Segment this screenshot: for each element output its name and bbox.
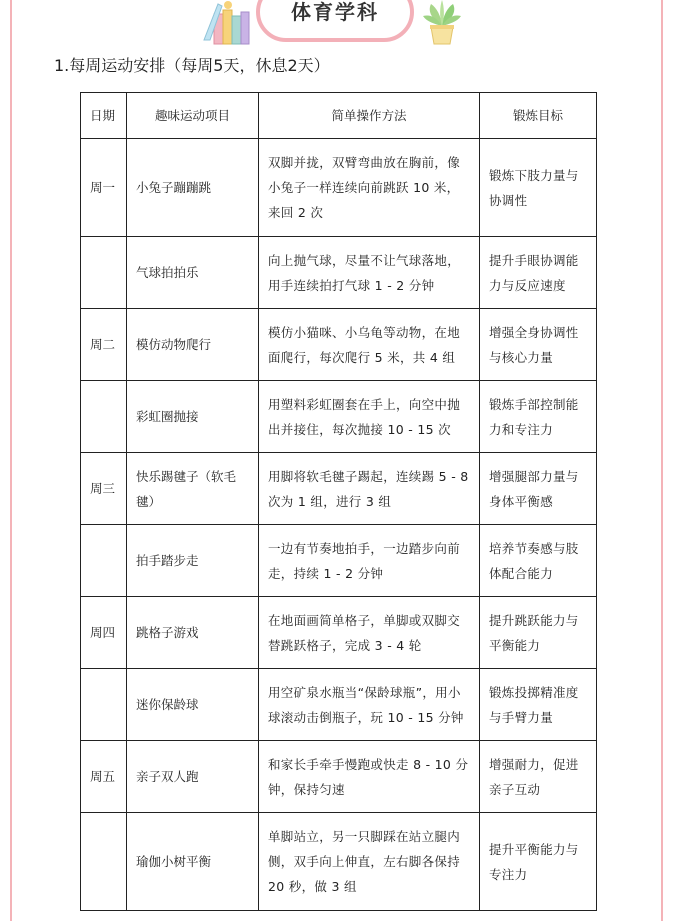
activity-cell: 模仿动物爬行 bbox=[127, 309, 259, 381]
goal-cell: 锻炼投掷精准度与手臂力量 bbox=[480, 669, 597, 741]
method-cell: 用塑料彩虹圈套在手上，向空中抛出并接住，每次抛接 10 - 15 次 bbox=[259, 381, 480, 453]
activity-cell: 瑜伽小树平衡 bbox=[127, 813, 259, 911]
day-cell: 周五 bbox=[81, 741, 127, 813]
header-day: 日期 bbox=[81, 93, 127, 139]
day-cell bbox=[81, 381, 127, 453]
weekly-exercise-table bbox=[80, 92, 597, 911]
day-cell: 周三 bbox=[81, 453, 127, 525]
day-cell: 周一 bbox=[81, 139, 127, 237]
title-badge bbox=[256, 0, 414, 42]
goal-cell: 增强耐力，促进亲子互动 bbox=[480, 741, 597, 813]
section-heading: 1.每周运动安排（每周5天，休息2天） bbox=[54, 56, 330, 75]
day-cell: 周四 bbox=[81, 597, 127, 669]
table-row bbox=[81, 813, 597, 911]
header-goal: 锻炼目标 bbox=[480, 93, 597, 139]
method-cell: 在地面画简单格子，单脚或双脚交替跳跃格子，完成 3 - 4 轮 bbox=[259, 597, 480, 669]
method-cell: 和家长手牵手慢跑或快走 8 - 10 分钟，保持匀速 bbox=[259, 741, 480, 813]
table-row bbox=[81, 453, 597, 525]
method-cell: 模仿小猫咪、小乌龟等动物，在地面爬行，每次爬行 5 米，共 4 组 bbox=[259, 309, 480, 381]
day-cell bbox=[81, 669, 127, 741]
table-row bbox=[81, 741, 597, 813]
table-row bbox=[81, 139, 597, 237]
goal-cell: 培养节奏感与肢体配合能力 bbox=[480, 525, 597, 597]
day-cell bbox=[81, 237, 127, 309]
goal-cell: 锻炼手部控制能力和专注力 bbox=[480, 381, 597, 453]
table-header-row bbox=[81, 93, 597, 139]
table-row bbox=[81, 237, 597, 309]
method-cell: 用空矿泉水瓶当“保龄球瓶”，用小球滚动击倒瓶子，玩 10 - 15 分钟 bbox=[259, 669, 480, 741]
activity-cell: 拍手踏步走 bbox=[127, 525, 259, 597]
activity-cell: 气球拍拍乐 bbox=[127, 237, 259, 309]
table-row bbox=[81, 381, 597, 453]
day-cell bbox=[81, 813, 127, 911]
goal-cell: 提升平衡能力与专注力 bbox=[480, 813, 597, 911]
table-row bbox=[81, 309, 597, 381]
goal-cell: 提升跳跃能力与平衡能力 bbox=[480, 597, 597, 669]
activity-cell: 亲子双人跑 bbox=[127, 741, 259, 813]
table-row bbox=[81, 597, 597, 669]
day-cell: 周二 bbox=[81, 309, 127, 381]
activity-cell: 小兔子蹦蹦跳 bbox=[127, 139, 259, 237]
activity-cell: 彩虹圈抛接 bbox=[127, 381, 259, 453]
method-cell: 向上抛气球，尽量不让气球落地，用手连续拍打气球 1 - 2 分钟 bbox=[259, 237, 480, 309]
page-header bbox=[0, 0, 673, 50]
goal-cell: 增强全身协调性与核心力量 bbox=[480, 309, 597, 381]
header-method: 简单操作方法 bbox=[259, 93, 480, 139]
page-title: 体育学科 bbox=[291, 0, 379, 24]
method-cell: 双脚并拢，双臂弯曲放在胸前，像小兔子一样连续向前跳跃 10 米，来回 2 次 bbox=[259, 139, 480, 237]
method-cell: 单脚站立，另一只脚踩在站立腿内侧，双手向上伸直，左右脚各保持 20 秒，做 3 组 bbox=[259, 813, 480, 911]
goal-cell: 提升手眼协调能力与反应速度 bbox=[480, 237, 597, 309]
method-cell: 一边有节奏地拍手，一边踏步向前走，持续 1 - 2 分钟 bbox=[259, 525, 480, 597]
activity-cell: 快乐踢毽子（软毛毽） bbox=[127, 453, 259, 525]
activity-cell: 跳格子游戏 bbox=[127, 597, 259, 669]
method-cell: 用脚将软毛毽子踢起，连续踢 5 - 8 次为 1 组，进行 3 组 bbox=[259, 453, 480, 525]
goal-cell: 锻炼下肢力量与协调性 bbox=[480, 139, 597, 237]
day-cell bbox=[81, 525, 127, 597]
activity-cell: 迷你保龄球 bbox=[127, 669, 259, 741]
potted-plant-icon bbox=[421, 0, 463, 46]
header-activity: 趣味运动项目 bbox=[127, 93, 259, 139]
goal-cell: 增强腿部力量与身体平衡感 bbox=[480, 453, 597, 525]
books-pencil-icon bbox=[202, 0, 254, 46]
table-row bbox=[81, 525, 597, 597]
table-row bbox=[81, 669, 597, 741]
